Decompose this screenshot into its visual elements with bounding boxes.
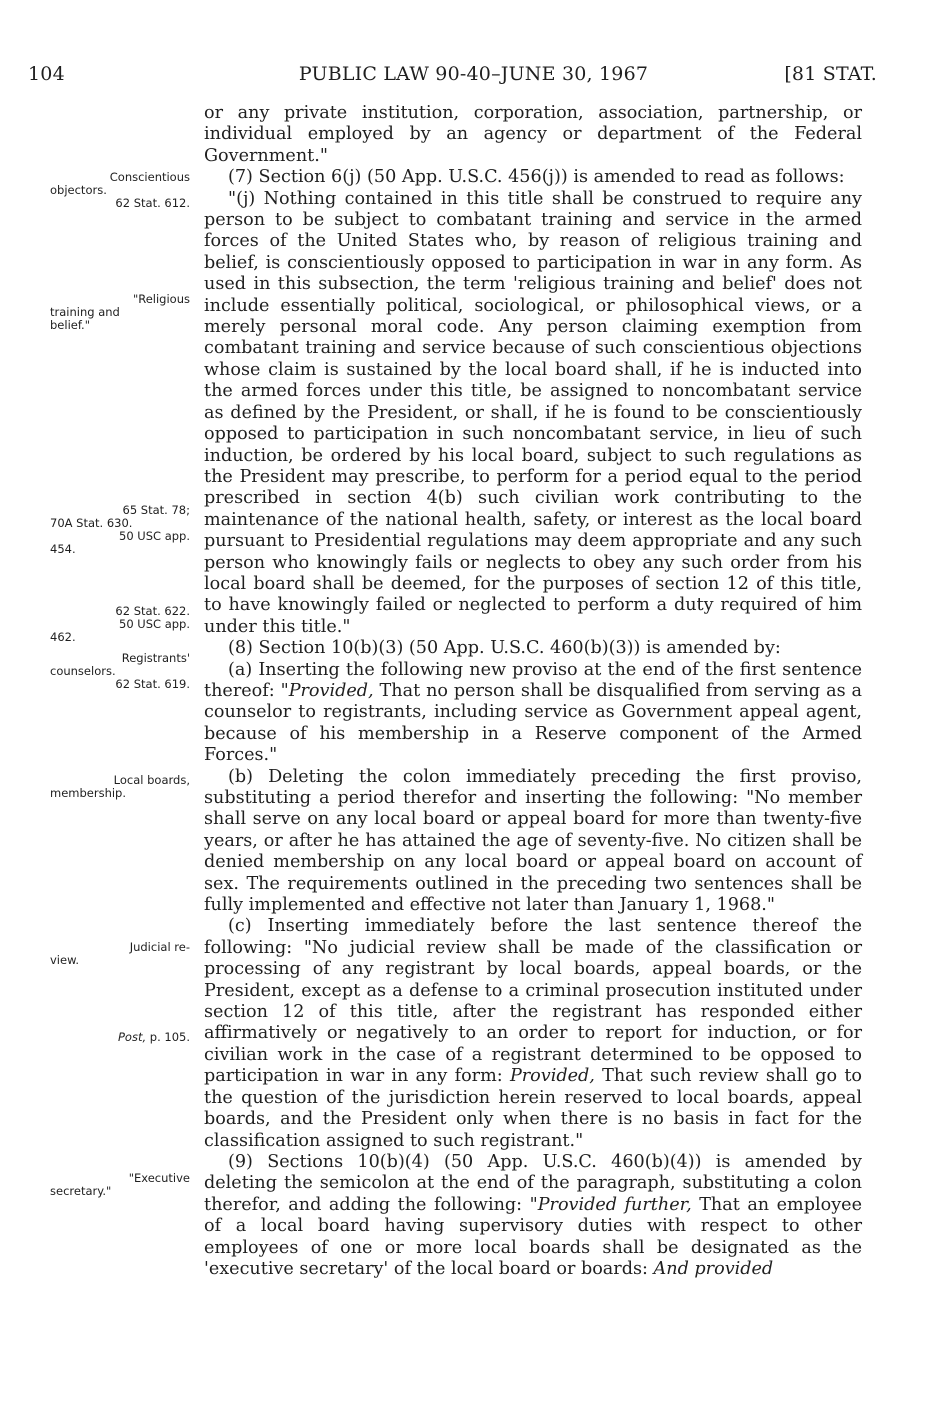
italic-provided: Provided, <box>288 680 374 701</box>
margin-note-line: 65 Stat. 78; <box>122 503 190 517</box>
margin-note-post-italic: Post, <box>117 1030 147 1044</box>
margin-note-executive-secretary <box>50 1172 202 1198</box>
margin-note-line: membership. <box>50 786 127 800</box>
text-run: That such review shall go to the question of the jurisdiction herein reserved to local boards, appeal boards, and the President only when there is no basis in fact for the classification assigned to such registrant." <box>204 1066 862 1151</box>
margin-note-registrants-counselors <box>50 652 202 691</box>
statute-reference: [81 STAT. <box>784 63 877 85</box>
text-run: That an employee of a local board having supervisory duties with respect to other employees of one or more local boards shall be designated as the 'executive secretary' of the local board or boards: <box>204 1194 862 1279</box>
text-run: That no person shall be disqualified from serving as a counselor to registrants, including service as Government appeal agent, because of his membership in a Reserve component of the Armed Forces." <box>204 680 863 766</box>
margin-note-line: Conscientious <box>109 170 190 184</box>
paragraph-8b: (b) Deleting the colon immediately preceding the first proviso, substituting a period therefor and inserting the following: "No member shall serve on any local board or appeal board for more than twenty-five years, or after he has attained the age of seventy-five. No citizen shall be denied membership on any local board or appeal board on account of sex. The requirements outlined in the preceding two sentences shall be fully implemented and effective not later than January 1, 1968." <box>204 766 862 916</box>
margin-note-line: view. <box>50 953 80 967</box>
running-head: PUBLIC LAW 90-40–JUNE 30, 1967 <box>298 63 649 85</box>
margin-note-line: Local boards, <box>113 773 190 787</box>
margin-note-post <box>50 1031 202 1044</box>
italic-provided: Provided, <box>509 1066 595 1087</box>
body-text <box>204 103 862 1280</box>
margin-note-62-stat-622 <box>50 605 202 644</box>
margin-note-line: 70A Stat. 630. <box>50 516 133 530</box>
paragraph-section-9 <box>204 1152 862 1280</box>
paragraph-8c <box>204 916 862 1151</box>
margin-note-line: belief." <box>50 318 90 332</box>
margin-note-local-boards <box>50 774 202 800</box>
margin-note-65-stat-78 <box>50 504 202 556</box>
margin-note-line: counselors. <box>50 664 116 678</box>
margin-note-line: 462. <box>50 630 76 644</box>
margin-note-line: secretary." <box>50 1184 112 1198</box>
italic-and-provided: And provided <box>653 1258 774 1279</box>
margin-note-judicial-review <box>50 941 202 967</box>
margin-note-post-page: p. 105. <box>146 1030 190 1044</box>
margin-note-line: training and <box>50 305 120 319</box>
margin-note-line: 50 USC app. <box>119 529 190 543</box>
margin-note-line: Registrants' <box>121 651 190 665</box>
margin-note-line: 62 Stat. 619. <box>115 677 190 691</box>
margin-note-line: 50 USC app. <box>119 617 190 631</box>
margin-note-line: objectors. <box>50 183 107 197</box>
paragraph-8a <box>204 660 862 767</box>
margin-note-line: 62 Stat. 612. <box>115 196 190 210</box>
margin-note-line <box>50 1031 190 1044</box>
margin-note-conscientious-objectors <box>50 171 202 210</box>
text-run: (9) Sections 10(b)(4) (50 App. U.S.C. 460(b)(4)) is amended by deleting the semicolon at the end of the paragraph, substituting a colon therefor, and adding the following: " <box>204 1151 862 1215</box>
margin-note-religious-training <box>50 293 202 332</box>
margin-note-line: "Religious <box>132 292 190 306</box>
margin-note-line: "Executive <box>128 1171 190 1185</box>
page-number: 104 <box>28 63 65 85</box>
italic-provided-further: Provided further, <box>537 1194 692 1215</box>
margin-note-line: 454. <box>50 542 76 556</box>
paragraph-continuation: or any private institution, corporation, association, partnership, or individual employed by an agency or department of the Federal Government." <box>204 103 862 166</box>
paragraph-subsection-j: "(j) Nothing contained in this title shall be construed to require any person to be subject to combatant training and service in the armed forces of the United States who, by reason of religious training and belief, is conscientiously opposed to participation in war in any form. As used in this subsection, the term 'religious training and belief' does not include essentially political, sociological, or philosophical views, or a merely personal moral code. Any person claiming exemption from combatant training and service because of such conscientious objections whose claim is sustained by the local board shall, if he is inducted into the armed forces under this title, be assigned to noncombatant service as defined by the President, or shall, if he is found to be conscientiously opposed to participation in such noncombatant service, in lieu of such induction, be ordered by his local board, subject to such regulations as the President may prescribe, to perform for a period equal to the period prescribed in section 4(b) such civilian work contributing to the maintenance of the national health, safety, or interest as the local board pursuant to Presidential regulations may deem appropriate and any such person who knowingly fails or neglects to obey any such order from his local board shall be deemed, for the purposes of section 12 of this title, to have knowingly failed or neglected to perform a duty required of him under this title." <box>204 188 862 637</box>
text-run: (c) Inserting immediately before the last sentence thereof the following: "No judicial review shall be made of the classification or processing of any registrant by local boards, appeal boards, or the President, except as a defense to a criminal prosecution instituted under section 12 of this title, after the registrant has responded either affirmatively or negatively to an order to report for induction, or for civilian work in the case of a registrant determined to be opposed to participation in war in any form: <box>204 916 862 1087</box>
margin-note-line: Judicial re- <box>129 940 190 954</box>
paragraph-section-8: (8) Section 10(b)(3) (50 App. U.S.C. 460(b)(3)) is amended by: <box>228 638 781 659</box>
text-run: (a) Inserting the following new proviso at the end of the first sentence thereof: " <box>204 659 862 701</box>
margin-note-line: 62 Stat. 622. <box>115 604 190 618</box>
paragraph-section-7: (7) Section 6(j) (50 App. U.S.C. 456(j)) is amended to read as follows: <box>228 167 845 188</box>
